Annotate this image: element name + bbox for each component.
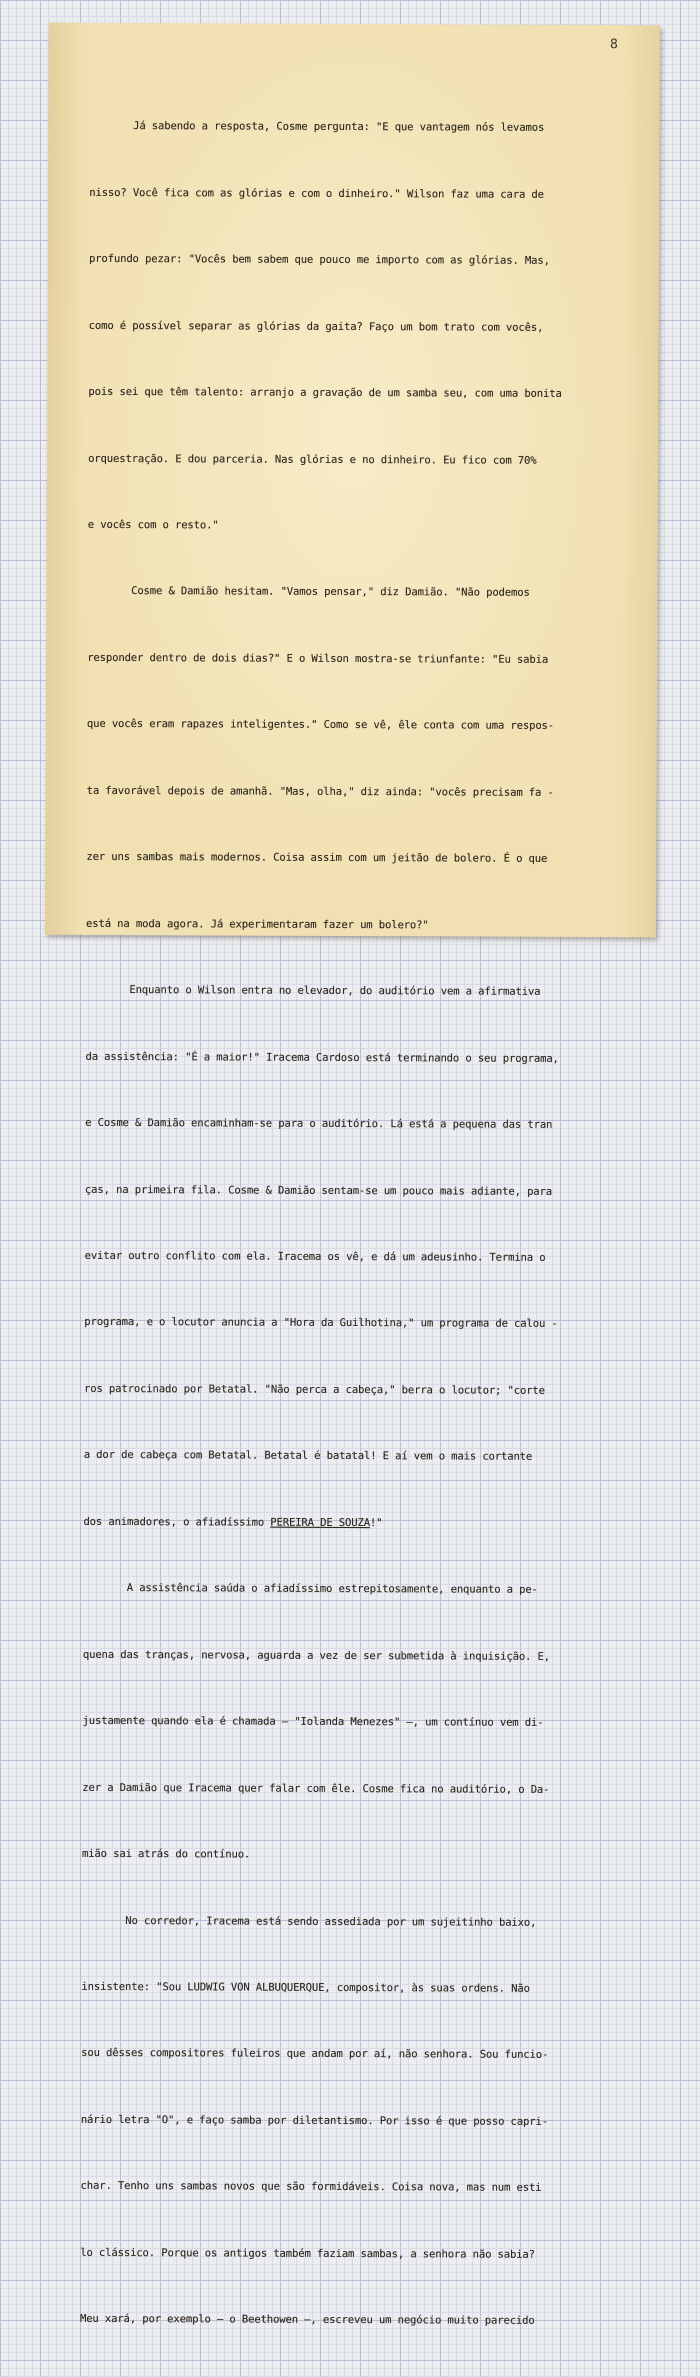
text-line: nário letra "O", e faço samba por diletantismo. Por isso é que posso capri- [80, 2113, 548, 2128]
text-line: A assistência saúda o afiadíssimo estrepitosamente, enquanto a pe- [83, 1582, 538, 1597]
text-line: profundo pezar: "Vocês bem sabem que pouco me importo com as glórias. Mas, [88, 253, 550, 268]
text-line: nisso? Você fica com as glórias e com o dinheiro." Wilson faz uma cara de [89, 186, 544, 201]
text-line: e vocês com o resto." [87, 518, 219, 532]
text-line: responder dentro de dois dias?" E o Wilson mostra-se triunfante: "Eu sabia [87, 651, 549, 666]
text-line: ças, na primeira fila. Cosme & Damião sentam-se um pouco mais adiante, para [84, 1183, 553, 1198]
text-line: evitar outro conflito com ela. Iracema os vê, e dá um adeusinho. Termina o [84, 1249, 546, 1264]
typewritten-page [45, 23, 660, 2328]
text-line: char. Tenho uns sambas novos que são formidáveis. Coisa nova, mas num esti [80, 2180, 542, 2195]
text-line: zer a Damião que Iracema quer falar com êle. Cosme fica no auditório, o Da- [82, 1781, 550, 1796]
text-line: orquestração. E dou parceria. Nas glórias e no dinheiro. Eu fico com 70% [88, 452, 537, 467]
text-line: sou dêsses compositores fuleiros que andam por aí, não senhora. Sou funcio- [81, 2047, 549, 2062]
underlined-name: PEREIRA DE SOUZA [270, 1516, 370, 1529]
text-line: mião sai atrás do contínuo. [81, 1847, 251, 1861]
text-line: No corredor, Iracema está sendo assediada por um sujeitinho baixo, [81, 1914, 537, 1929]
typewritten-text [80, 71, 635, 2377]
text-line: ta favorável depois de amanhã. "Mas, olha," diz ainda: "vocês precisam fa - [86, 784, 554, 799]
text-fragment: !" [369, 1516, 383, 1529]
text-line: da assistência: "É a maior!" Iracema Cardoso está terminando o seu programa, [85, 1050, 559, 1065]
text-line: Enquanto o Wilson entra no elevador, do auditório vem a afirmativa [85, 984, 541, 999]
page-number: 8 [610, 37, 618, 53]
text-line: lo clássico. Porque os antigos também faziam sambas, a senhora não sabia? [80, 2246, 535, 2261]
text-line: zer uns sambas mais modernos. Coisa assim com um jeitão de bolero. É o que [86, 851, 548, 866]
text-line: Cosme & Damião hesitam. "Vamos pensar," diz Damião. "Não podemos [87, 585, 530, 600]
text-line: e Cosme & Damião encaminham-se para o auditório. Lá está a pequena das tran [85, 1116, 553, 1131]
text-line: justamente quando ela é chamada — "Iolanda Menezes" —, um contínuo vem di- [82, 1715, 544, 1730]
text-line: programa, e o locutor anuncia a "Hora da Guilhotina," um programa de calou - [84, 1316, 558, 1331]
text-line: ros patrocinado por Betatal. "Não perca a cabeça," berra o locutor; "corte [84, 1382, 545, 1397]
text-line: Já sabendo a resposta, Cosme pergunta: "E que vantagem nós levamos [89, 120, 545, 135]
text-line: que vocês eram rapazes inteligentes." Como se vê, êle conta com uma respos- [86, 718, 555, 733]
text-line-with-underlined-name [83, 1511, 628, 1536]
text-line: pois sei que têm talento: arranjo a gravação de um samba seu, com uma bonita [88, 385, 562, 401]
text-line: Meu xará, por exemplo — o Beethowen —, escreveu um negócio muito parecido [79, 2313, 535, 2328]
text-line: insistente: "Sou LUDWIG VON ALBUQUERQUE, compositor, às suas ordens. Não [81, 1980, 530, 1995]
text-line: a dor de cabeça com Betatal. Betatal é batatal! E aí vem o mais cortante [83, 1449, 533, 1464]
text-line: como é possível separar as glórias da gaita? Faço um bom trato com vocês, [88, 319, 544, 334]
text-fragment: dos animadores, o afiadíssimo [83, 1515, 271, 1529]
text-line: quena das tranças, nervosa, aguarda a vez de ser submetida à inquisição. E, [82, 1648, 551, 1663]
text-line: está na moda agora. Já experimentaram fazer um bolero?" [86, 917, 429, 932]
